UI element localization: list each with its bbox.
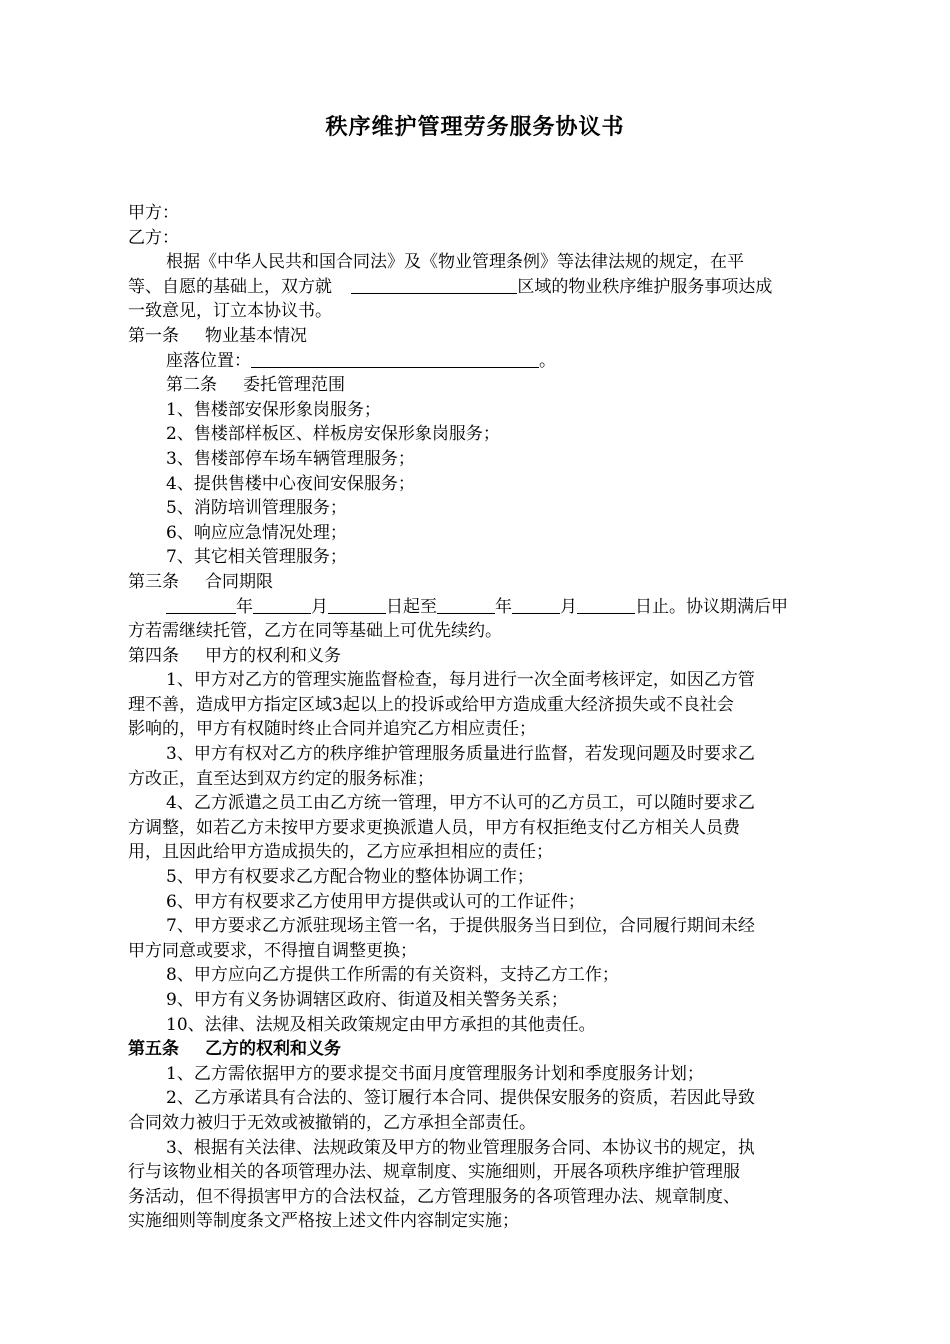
article-5-number: 第五条 — [128, 1039, 179, 1060]
article-4-clause-10: 10、法律、法规及相关政策规定由甲方承担的其他责任。 — [166, 1014, 596, 1035]
end-year-blank — [437, 597, 495, 614]
intro-text-b: 区域的物业秩序维护服务事项达成 — [517, 276, 773, 297]
article-4-clause-9: 9、甲方有义务协调辖区政府、街道及相关警务关系； — [166, 990, 568, 1010]
article-4-clause-6: 6、甲方有权要求乙方使用甲方提供或认可的工作证件； — [166, 891, 585, 912]
intro-line-3: 一致意见，订立本协议书。 — [128, 301, 332, 322]
term-dates-line — [128, 595, 831, 620]
month-label: 月 — [311, 596, 328, 617]
article-4-clause-4: 4、乙方派遣之员工由乙方统一管理，甲方不认可的乙方员工，可以随时要求乙 — [166, 793, 755, 814]
article-5-title: 乙方的权利和义务 — [205, 1039, 341, 1060]
intro-text-a: 等、自愿的基础上，双方就 — [128, 276, 332, 297]
article-2-item: 6、响应应急情况处理； — [166, 522, 347, 543]
article-5-clause-3-cont: 务活动，但不得损害甲方的合法权益，乙方管理服务的各项管理办法、规章制度、 — [128, 1186, 740, 1207]
article-2-number: 第二条 — [166, 375, 217, 396]
article-1-heading — [128, 324, 831, 349]
article-5-clause-1: 1、乙方需依据甲方的要求提交书面月度管理服务计划和季度服务计划； — [166, 1063, 704, 1084]
article-2-item: 7、其它相关管理服务； — [166, 547, 347, 568]
article-2-heading — [128, 373, 831, 398]
article-5-clause-3-cont: 实施细则等制度条文严格按上述文件内容制定实施； — [128, 1211, 519, 1232]
article-2-item: 2、售楼部样板区、样板房安保形象岗服务； — [166, 424, 500, 445]
article-4-title: 甲方的权利和义务 — [205, 645, 341, 666]
area-blank — [351, 277, 517, 294]
article-4-clause-7-cont: 甲方同意或要求，不得擅自调整更换； — [128, 940, 417, 961]
article-4-clause-4-cont: 用，且因此给甲方造成损失的，乙方应承担相应的责任； — [128, 842, 553, 863]
article-4-heading — [128, 644, 831, 669]
article-4-clause-8: 8、甲方应向乙方提供工作所需的有关资料，支持乙方工作； — [166, 965, 619, 986]
location-label: 座落位置： — [166, 350, 251, 371]
article-3-title: 合同期限 — [205, 571, 273, 592]
intro-line-2 — [128, 275, 831, 300]
article-2-title: 委托管理范围 — [243, 375, 345, 396]
year-label: 年 — [236, 596, 253, 617]
start-month-blank — [253, 597, 311, 614]
month-label: 月 — [560, 596, 577, 617]
article-3-number: 第三条 — [128, 571, 179, 592]
article-4-number: 第四条 — [128, 645, 179, 666]
party-b-line: 乙方： — [128, 227, 179, 248]
article-2-item: 3、售楼部停车场车辆管理服务； — [166, 448, 415, 469]
end-day-blank — [577, 597, 635, 614]
article-2-item: 5、消防培训管理服务； — [166, 498, 347, 519]
article-1-number: 第一条 — [128, 325, 179, 346]
term-line-2: 方若需继续托管，乙方在同等基础上可优先续约。 — [128, 621, 502, 642]
location-end: 。 — [539, 350, 556, 371]
article-1-title: 物业基本情况 — [205, 325, 307, 346]
article-5-clause-2-cont: 合同效力被归于无效或被撤销的，乙方承担全部责任。 — [128, 1112, 536, 1133]
article-4-clause-3-cont: 方改正，直至达到双方约定的服务标准； — [128, 768, 434, 789]
article-2-item: 4、提供售楼中心夜间安保服务； — [166, 473, 415, 494]
end-label: 日止。协议期满后甲 — [635, 596, 788, 617]
article-4-clause-4-cont: 方调整，如若乙方未按甲方要求更换派遣人员，甲方有权拒绝支付乙方相关人员费 — [128, 817, 740, 838]
article-4-clause-1-cont: 影响的，甲方有权随时终止合同并追究乙方相应责任； — [128, 719, 536, 740]
location-line — [128, 349, 831, 374]
article-5-clause-3-cont: 行与该物业相关的各项管理办法、规章制度、实施细则，开展各项秩序维护管理服 — [128, 1162, 740, 1183]
start-year-blank — [166, 597, 236, 614]
article-4-clause-1: 1、甲方对乙方的管理实施监督检查，每月进行一次全面考核评定，如因乙方管 — [166, 670, 755, 691]
article-5-heading — [128, 1037, 831, 1062]
article-4-clause-1-cont: 理不善，造成甲方指定区域3起以上的投诉或给甲方造成重大经济损失或不良社会 — [128, 694, 734, 715]
year-label: 年 — [495, 596, 512, 617]
intro-line-1: 根据《中华人民共和国合同法》及《物业管理条例》等法律法规的规定，在平 — [166, 252, 744, 273]
start-day-blank — [328, 597, 386, 614]
article-3-heading — [128, 570, 831, 595]
end-month-blank — [512, 597, 560, 614]
article-2-item: 1、售楼部安保形象岗服务； — [166, 399, 381, 420]
document-body — [128, 201, 831, 1234]
start-to-label: 日起至 — [386, 596, 437, 617]
location-blank — [251, 351, 539, 368]
article-4-clause-3: 3、甲方有权对乙方的秩序维护管理服务质量进行监督，若发现问题及时要求乙 — [166, 744, 755, 765]
document-title: 秩序维护管理劳务服务协议书 — [325, 114, 625, 140]
article-4-clause-5: 5、甲方有权要求乙方配合物业的整体协调工作； — [166, 867, 534, 888]
article-5-clause-2: 2、乙方承诺具有合法的、签订履行本合同、提供保安服务的资质，若因此导致 — [166, 1088, 755, 1109]
article-5-clause-3: 3、根据有关法律、法规政策及甲方的物业管理服务合同、本协议书的规定，执 — [166, 1137, 755, 1158]
party-a-line: 甲方： — [128, 203, 179, 223]
article-4-clause-7: 7、甲方要求乙方派驻现场主管一名，于提供服务当日到位，合同履行期间未经 — [166, 916, 755, 937]
